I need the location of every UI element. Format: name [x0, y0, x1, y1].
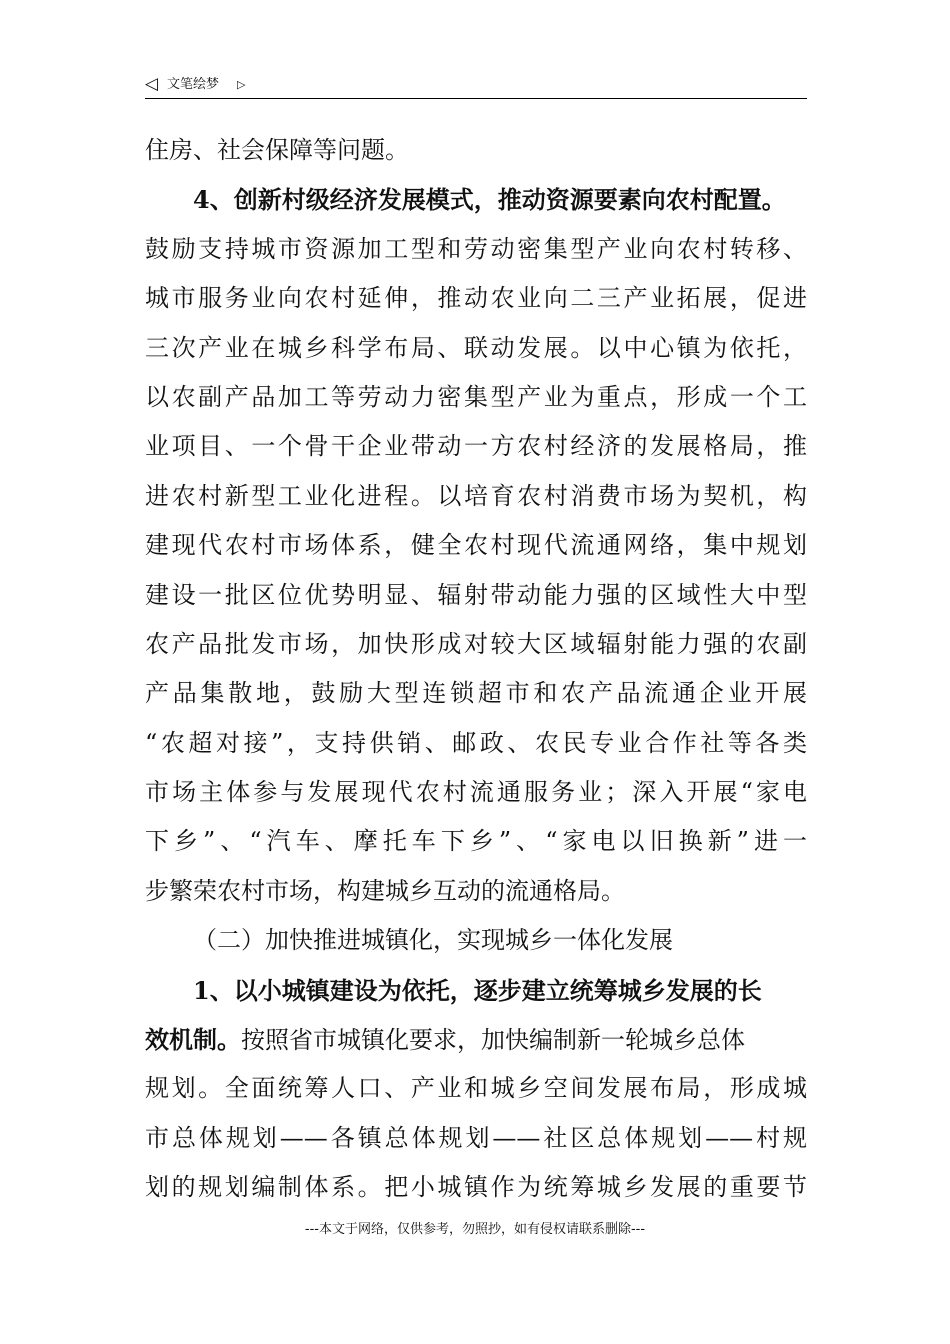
text-line: 划的规划编制体系。把小城镇作为统筹城乡发展的重要节 — [145, 1173, 807, 1202]
text-line: 城市服务业向农村延伸，推动农业向二三产业拓展，促进 — [145, 284, 807, 313]
document-body — [145, 126, 807, 1213]
left-triangle-icon: ◁ — [145, 74, 159, 94]
text-line: 建设一批区位优势明显、辐射带动能力强的区域性大中型 — [145, 580, 807, 609]
text-line: 三次产业在城乡科学布局、联动发展。以中心镇为依托， — [145, 333, 807, 362]
text-line: 步繁荣农村市场，构建城乡互动的流通格局。 — [145, 876, 625, 905]
text-span: 按照省市城镇化要求，加快编制新一轮城乡总体 — [241, 1026, 745, 1055]
text-line: 鼓励支持城市资源加工型和劳动密集型产业向农村转移、 — [145, 234, 807, 263]
page-header — [145, 72, 807, 98]
right-triangle-icon: ▷ — [237, 78, 246, 91]
text-line: 建现代农村市场体系，健全农村现代流通网络，集中规划 — [145, 531, 807, 560]
text-line: 规划。全面统筹人口、产业和城乡空间发展布局，形成城 — [145, 1074, 807, 1103]
text-line: 以农副产品加工等劳动力密集型产业为重点，形成一个工 — [145, 382, 807, 411]
text-line: “农超对接”，支持供销、邮政、农民专业合作社等各类 — [145, 728, 807, 757]
text-line: 进农村新型工业化进程。以培育农村消费市场为契机，构 — [145, 481, 807, 510]
header-divider — [145, 98, 807, 99]
section-heading: 4、创新村级经济发展模式，推动资源要素向农村配置。 — [193, 185, 786, 215]
header-title: 文笔绘梦 — [167, 77, 220, 92]
section-heading: 1、以小城镇建设为依托，逐步建立统筹城乡发展的长 — [193, 975, 762, 1005]
text-line: 业项目、一个骨干企业带动一方农村经济的发展格局，推 — [145, 432, 807, 461]
subsection-heading: （二）加快推进城镇化，实现城乡一体化发展 — [193, 926, 673, 955]
text-line: 市总体规划——各镇总体规划——社区总体规划——村规 — [145, 1123, 807, 1152]
text-line: 产品集散地，鼓励大型连锁超市和农产品流通企业开展 — [145, 679, 807, 708]
text-line: 住房、社会保障等问题。 — [145, 136, 409, 164]
section-heading-tail: 效机制。 — [145, 1025, 241, 1055]
text-line: 下乡”、“汽车、摩托车下乡”、“家电以旧换新”进一 — [145, 827, 807, 856]
text-line: 市场主体参与发展现代农村流通服务业；深入开展“家电 — [145, 778, 807, 807]
page-footer: ---本文于网络，仅供参考，勿照抄，如有侵权请联系删除--- — [304, 1222, 646, 1237]
text-line: 农产品批发市场，加快形成对较大区域辐射能力强的农副 — [145, 629, 807, 658]
